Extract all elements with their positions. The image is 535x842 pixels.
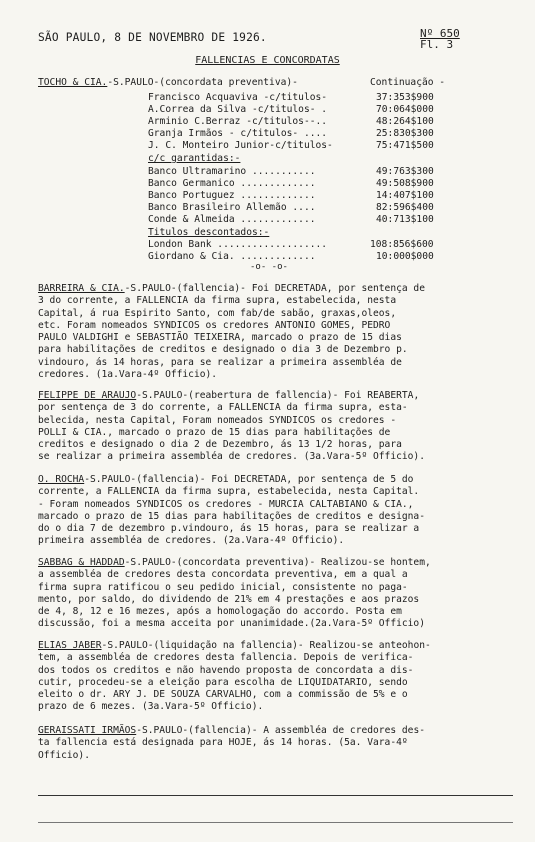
entry-line: primeira assembléa de credores. (2a.Vara-4º Officio). xyxy=(38,535,345,547)
entry-line xyxy=(38,474,513,486)
entry-barreira xyxy=(38,283,513,381)
table-subheading: c/c garantidas:- xyxy=(148,153,241,164)
table-row-name: London Bank ................... xyxy=(148,239,328,250)
entry-line: credores. (1a.Vara-4º Officio). xyxy=(38,369,218,381)
entry-line: tem, a assembléa de credores desta fallencia. Depois de verifica- xyxy=(38,652,414,664)
table-row-amount: 25:830$300 xyxy=(376,128,434,139)
entry-line-text: -S.PAULO-(reabertura de fallencia)- Foi REABERTA, xyxy=(136,390,420,401)
table-row-amount: 48:264$100 xyxy=(376,116,434,127)
entry-line: vindouro, ás 14 horas, para se realizar a primeira assembléa de xyxy=(38,356,402,368)
entry-line: ta fallencia está designada para HOJE, ás 14 horas. (5a. Vara-4º xyxy=(38,737,408,749)
entry-line: mento, por saldo, do dividendo de 21% em 4 prestações e aos prazos xyxy=(38,593,420,605)
section-title-text: FALLENCIAS E CONCORDATAS xyxy=(195,55,340,66)
table-row-name: Francisco Acquaviva -c/titulos- xyxy=(148,92,328,103)
entry-elias xyxy=(38,640,513,714)
entry-line: 3 do corrente, a FALLENCIA da firma supra, estabelecida, nesta xyxy=(38,295,397,307)
entry-line: se realizar a primeira assembléa de credores. (3a.Vara-5º Officio). xyxy=(38,451,425,463)
entry-line-text: -S.PAULO-(fallencia)- Foi DECRETADA, por sentença de xyxy=(124,283,425,294)
entry-line-text: -S.PAULO-(liquidação na fallencia)- Realizou-se anteohon- xyxy=(101,640,431,651)
entry-line: marcado o prazo de 15 dias para habilitações de creditos e designa- xyxy=(38,510,425,522)
entry-firm-name: BARREIRA & CIA. xyxy=(38,283,125,294)
entry-line: etc. Foram nomeados SYNDICOS os credores ANTONIO GOMES, PEDRO xyxy=(38,319,391,331)
entry-line: - Foram nomeados SYNDICOS os credores - MURCIA CALTABIANO & CIA., xyxy=(38,498,414,510)
entry-line xyxy=(38,640,513,652)
entry-firm-name: ELIAS JABER xyxy=(38,640,102,651)
entry-line: PAULO VALDIGHI e SEBASTIÃO TEIXEIRA, marcado o prazo de 15 dias xyxy=(38,332,402,344)
folio-number: Fl. 3 xyxy=(420,38,454,51)
entry-felippe xyxy=(38,390,513,464)
bulletin-number-block xyxy=(420,28,460,50)
entry-line: por sentença de 3 do corrente, a FALLENCIA da firma supra, esta- xyxy=(38,402,408,414)
entry-firm-name: SABBAG & HADDAD xyxy=(38,557,125,568)
bottom-rule xyxy=(38,822,513,823)
table-row-name: Conde & Almeida ............. xyxy=(148,214,316,225)
table-row-name: Granja Irmãos - c/titulos- .... xyxy=(148,128,328,139)
entry-rocha xyxy=(38,474,513,548)
entry-line: cutir, procedeu-se a eleição para escolha de LIQUIDATARIO, sendo xyxy=(38,676,408,688)
entry-line: corrente, a FALLENCIA da firma supra, estabelecida, nesta Capital. xyxy=(38,486,420,498)
entry-line: Officio). xyxy=(38,749,90,761)
entry-line: para habilitações de creditos e designado o dia 3 de Dezembro p. xyxy=(38,344,408,356)
table-row-amount: 82:596$400 xyxy=(376,202,434,213)
entry-line: do o dia 7 de dezembro p.vindouro, ás 15 horas, para se realizar a xyxy=(38,523,420,535)
entry-line: prazo de 6 mezes. (3a.Vara-5º Officio). xyxy=(38,701,264,713)
table-row-amount: 108:856$600 xyxy=(370,239,434,250)
entry-line-text: -S.PAULO-(fallencia)- A assembléa de credores des- xyxy=(136,725,425,736)
entry-line: dos todos os creditos e não havendo proposta de concordata a dis- xyxy=(38,664,414,676)
entry-line: creditos e designado o dia 2 de Dezembro, ás 13 1/2 horas, para xyxy=(38,439,402,451)
entry-firm-name: FELIPPE DE ARAUJO xyxy=(38,390,137,401)
table-row-name: A.Correa da Silva -c/titulos- . xyxy=(148,104,328,115)
entry-firm-name: O. ROCHA xyxy=(38,474,85,485)
entry-line: eleito o dr. ARY J. DE SOUZA CARVALHO, com a commissão de 5% e o xyxy=(38,689,408,701)
table-row-amount: 49:763$300 xyxy=(376,166,434,177)
table-row-name: Banco Ultramarino ........... xyxy=(148,166,316,177)
table-row-amount: 14:407$100 xyxy=(376,190,434,201)
bottom-rule xyxy=(38,795,513,796)
entry-sabbag xyxy=(38,557,513,631)
table-row-amount: 75:471$500 xyxy=(376,140,434,151)
entry-line xyxy=(38,283,513,295)
table-subheading: Titulos descontados:- xyxy=(148,227,270,238)
entry-line-text: -S.PAULO-(fallencia)- Foi DECRETADA, por sentença de 5 do xyxy=(84,474,414,485)
entry-line xyxy=(38,725,513,737)
entry-heading-text: -S.PAULO-(concordata preventiva)- xyxy=(107,77,298,88)
tocho-entry-heading xyxy=(38,77,298,90)
entry-line xyxy=(38,557,513,569)
entry-line: a assembléa de credores desta concordata preventiva, em a qual a xyxy=(38,569,408,581)
bulletin-number: Nº 650 xyxy=(420,27,460,40)
entry-line xyxy=(38,390,513,402)
table-row-name: Banco Germanico ............. xyxy=(148,178,316,189)
entry-line-text: -S.PAULO-(concordata preventiva)- Realizou-se hontem, xyxy=(124,557,431,568)
table-row-amount: 40:713$100 xyxy=(376,214,434,225)
entry-line: de 4, 8, 12 e 16 mezes, após a homologação do accordo. Posta em xyxy=(38,606,402,618)
entry-firm-name: TOCHO & CIA. xyxy=(38,77,108,88)
continuation-label: Continuação - xyxy=(370,77,446,88)
table-row-amount: 37:353$900 xyxy=(376,92,434,103)
table-row-name: Arminio C.Berraz -c/titulos--.. xyxy=(148,116,328,127)
entry-firm-name: GERAISSATI IRMÃOS xyxy=(38,725,137,736)
entry-line: POLLI & CIA., marcado o prazo de 15 dias para habilitações de xyxy=(38,426,391,438)
table-row-amount: 70:064$000 xyxy=(376,104,434,115)
bulletin-date: SÃO PAULO, 8 DE NOVEMBRO DE 1926. xyxy=(38,31,267,44)
section-separator: -o- -o- xyxy=(250,262,288,272)
entry-line: belecida, nesta Capital, Foram nomeados SYNDICOS os credores - xyxy=(38,414,397,426)
section-title xyxy=(0,55,535,66)
table-row-name: J. C. Monteiro Junior-c/titulos- xyxy=(148,140,333,151)
entry-line: firma supra ratificou o seu pedido inicial, consistente no paga- xyxy=(38,581,408,593)
entry-line: Capital, á rua Espirito Santo, com fab/de sabão, graxas,oleos, xyxy=(38,307,397,319)
table-row-name: Banco Brasileiro Allemão .... xyxy=(148,202,316,213)
table-row-amount: 49:508$900 xyxy=(376,178,434,189)
table-row-name: Giordano & Cia. ............. xyxy=(148,251,316,262)
entry-line: discussão, foi a mesma acceita por unanimidade.(2a.Vara-5º Officio) xyxy=(38,618,425,630)
table-row-name: Banco Portuguez ............. xyxy=(148,190,316,201)
entry-geraissati xyxy=(38,725,513,762)
table-row-amount: 10:000$000 xyxy=(376,251,434,262)
